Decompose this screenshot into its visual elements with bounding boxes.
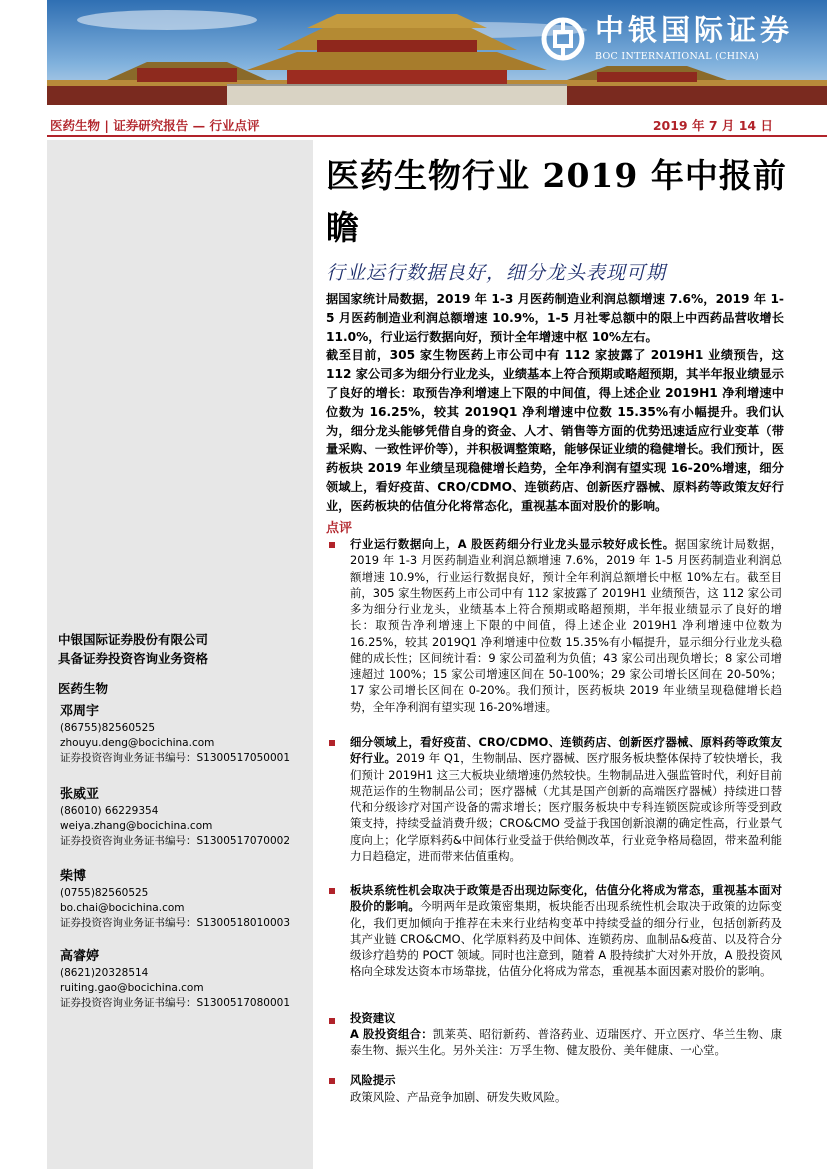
company-logo bbox=[541, 13, 793, 62]
report-title: 医药生物行业 2019 年中报前瞻 bbox=[326, 156, 787, 247]
bullet-marker bbox=[329, 740, 335, 746]
bullet-marker bbox=[329, 542, 335, 548]
summary-paragraph: 截至目前，305 家生物医药上市公司中有 112 家披露了 2019H1 业绩预告，这 112 家公司多为细分行业龙头，业绩基本上符合预期或略超预期，其半年报业绩显示了良好的增长：取预告净利增速上下限的中间值，得上述企业 2019H1 净利增速中位数为 16.25%，较其 2019Q1 净利增速中位数 15.35%有小幅提升。我们认为，细分龙头能够凭借自身的资金、人才、销售等方面的优势迅速适应行业变革（带量采购、一致性评价等），并积极调整策略，能够保证业绩的稳健增长。我们预计，医药板块 2019 年业绩呈现稳健增长趋势，全年净利润有望实现 16-20%增速，细分领域上，看好疫苗、CRO/CDMO、连锁药店、创新医疗器械、原料药等政策友好行业，医药板块的估值分化将常态化，重视基本面对股价的影响。 bbox=[326, 348, 784, 513]
bullet-lead: 行业运行数据向上，A 股医药细分行业龙头显示较好成长性。 bbox=[350, 537, 675, 551]
analyst-card bbox=[60, 865, 290, 931]
company-name: 中银国际证券股份有限公司 bbox=[58, 632, 209, 647]
analyst-name: 张威亚 bbox=[60, 787, 100, 802]
analyst-card bbox=[60, 700, 290, 766]
bullet-lead: 细分领域上，看好疫苗、CRO/CDMO、连锁药店、创新医疗器械、原料药等政策友好行业。 bbox=[350, 735, 782, 766]
analyst-cert: 证券投资咨询业务证书编号：S1300517080001 bbox=[60, 997, 291, 1009]
company-qualification: 具备证券投资咨询业务资格 bbox=[58, 651, 209, 666]
analyst-card bbox=[60, 783, 290, 849]
comment-bullet bbox=[350, 536, 782, 715]
invest-portfolio bbox=[350, 1026, 782, 1059]
analyst-phone: (8621)20328514 bbox=[60, 967, 149, 979]
logo-english-name: BOC INTERNATIONAL (CHINA) bbox=[594, 51, 760, 62]
header-divider bbox=[47, 135, 827, 137]
analyst-name: 邓周宇 bbox=[60, 704, 100, 719]
summary-section bbox=[326, 290, 784, 516]
analyst-phone: (86010) 66229354 bbox=[60, 805, 159, 817]
report-subtitle: 行业运行数据良好，细分龙头表现可期 bbox=[326, 262, 667, 284]
analyst-phone: (86755)82560525 bbox=[60, 722, 156, 734]
bullet-text: 2019 年 Q1，生物制品、医疗器械、医疗服务板块整体保持了较快增长，我们预计 2019H1 这三大板块业绩增速仍然较快。生物制品进入强监管时代，利好目前规范运作的生物制品公司；医疗器械（尤其是国产创新的高端医疗器械）持续进口替代和分级诊疗对国产设备的需求增长；医疗服务板块中专科连锁医院或诊所等受到政策支持，持续受益消费升级；CRO&CMO 受益于我国创新浪潮的确定性高，行业景气度向上；化学原料药&中间体行业受益于供给侧改革，行业竞争格局稳固，带来盈利能力日趋稳定，进而带来估值重构。 bbox=[350, 751, 782, 863]
analyst-card bbox=[60, 945, 290, 1011]
comment-bullet bbox=[350, 882, 782, 980]
risk-heading: 风险提示 bbox=[350, 1073, 396, 1087]
report-date: 2019 年 7 月 14 日 bbox=[652, 118, 773, 133]
analyst-email[interactable]: bo.chai@bocichina.com bbox=[60, 902, 185, 914]
sector-label: 医药生物 bbox=[58, 681, 109, 696]
analyst-email[interactable]: weiya.zhang@bocichina.com bbox=[60, 820, 213, 832]
bullet-lead: 板块系统性机会取决于政策是否出现边际变化，估值分化将成为常态，重视基本面对股价的影响。 bbox=[350, 883, 782, 914]
bullet-text: 今明两年是政策密集期，板块能否出现系统性机会取决于政策的边际变化，我们更加倾向于推荐在未来行业结构变革中持续受益的细分行业，包括创新药及其产业链 CRO&CMO、化学原料药及中间体、连锁药房、血制品&疫苗、以及符合分级诊疗趋势的 POCT 领域。同时也注意到，随着 A 股持续扩大对外开放，A 股投资风格向全球发达资本市场靠拢，估值分化将成为常态，重视基本面因素对股价的影响。 bbox=[350, 899, 782, 979]
comment-bullet bbox=[350, 734, 782, 864]
analyst-cert: 证券投资咨询业务证书编号：S1300518010003 bbox=[60, 917, 291, 929]
analyst-name: 柴博 bbox=[60, 869, 87, 884]
risk-text: 政策风险、产品竞争加剧、研发失败风险。 bbox=[350, 1090, 567, 1104]
invest-label: A 股投资组合： bbox=[350, 1027, 433, 1041]
analyst-name: 高睿婷 bbox=[60, 949, 100, 964]
boc-logo-icon bbox=[541, 17, 585, 61]
bullet-text: 据国家统计局数据，2019 年 1-3 月医药制造业利润总额增速 7.6%，2019 年 1-5 月医药制造业利润总额增速 10.9%，行业运行数据良好，预计全年利润总额增长中枢 10%左右。截至目前，305 家生物医药上市公司中有 112 家披露了 2019H1 业绩预告，这 112 家公司多为细分行业龙头，业绩基本上符合预期或略超预期，半年报业绩显示了良好的增长：取预告净利增速上下限的中间值，得上述企业 2019H1 净利增速中位数为 16.25%，较其 2019Q1 净利增速中位数 15.35%有小幅提升，显示细分行业龙头稳健的成长性；区间统计看：9 家公司盈利为负值；43 家公司出现负增长；8 家公司增速超过 100%；15 家公司增速区间在 50-100%；29 家公司增长区间在 20-50%；17 家公司增长区间在 0-20%。我们预计，医药板块 2019 年业绩呈现稳健增长趋势，全年净利润有望实现 16-20%增速。 bbox=[350, 537, 782, 714]
invest-text: 凯莱英、昭衍新药、普洛药业、迈瑞医疗、开立医疗、华兰生物、康泰生物、振兴生化。另外关注：万孚生物、健友股份、美年健康、一心堂。 bbox=[350, 1027, 782, 1058]
summary-paragraph: 据国家统计局数据，2019 年 1-3 月医药制造业利润总额增速 7.6%，2019 年 1-5 月医药制造业利润总额增速 10.9%，1-5 月社零总额中的限上中西药品营收增长 11.0%，行业运行数据向好，预计全年增速中枢 10%左右。 bbox=[326, 292, 784, 344]
analyst-email[interactable]: ruiting.gao@bocichina.com bbox=[60, 982, 204, 994]
invest-heading: 投资建议 bbox=[350, 1011, 396, 1025]
analyst-cert: 证券投资咨询业务证书编号：S1300517070002 bbox=[60, 835, 291, 847]
analyst-phone: (0755)82560525 bbox=[60, 887, 149, 899]
analyst-cert: 证券投资咨询业务证书编号：S1300517050001 bbox=[60, 752, 291, 764]
report-category: 医药生物 | 证券研究报告 — 行业点评 bbox=[50, 118, 260, 133]
analyst-email[interactable]: zhouyu.deng@bocichina.com bbox=[60, 737, 215, 749]
logo-chinese-name: 中银国际证券 bbox=[594, 13, 793, 47]
comment-heading: 点评 bbox=[326, 521, 353, 536]
bullet-marker bbox=[329, 1078, 335, 1084]
bullet-marker bbox=[329, 1018, 335, 1024]
company-info bbox=[58, 630, 208, 668]
bullet-marker bbox=[329, 888, 335, 894]
